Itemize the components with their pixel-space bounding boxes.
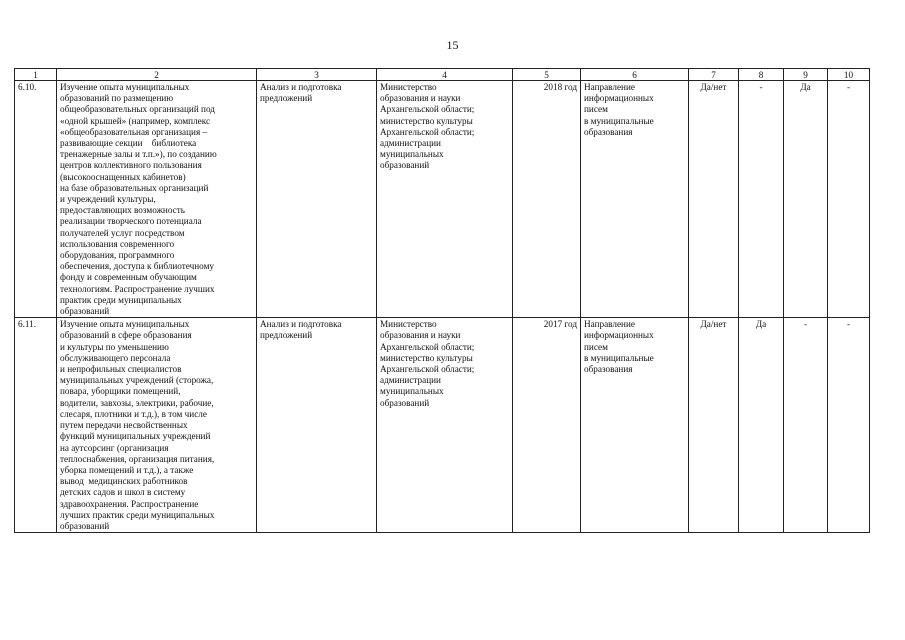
text-line: образований: [60, 306, 110, 317]
text-line: министерство культуры: [380, 352, 473, 363]
text-line: общеобразовательных организаций под: [60, 104, 215, 115]
item-year: 2018 год: [513, 81, 581, 318]
item-responsible: [377, 318, 513, 533]
text-line: реализации творческого потенциала: [60, 216, 202, 227]
header-cell: 1: [15, 69, 57, 81]
text-line: образований: [380, 397, 430, 408]
item-number: 6.11.: [15, 318, 57, 533]
text-line: «одной крышей» (например, комплекс: [60, 115, 211, 126]
text-line: образований: [60, 520, 110, 531]
text-line: водители, завхозы, электрики, рабочие,: [60, 397, 214, 408]
item-col8: Да: [739, 318, 784, 533]
item-result: [581, 318, 689, 533]
item-col9: Да: [784, 81, 828, 318]
item-col9: -: [784, 318, 828, 533]
text-line: тренажерные залы и т.п.»), по созданию: [60, 149, 217, 160]
text-line: детских садов и школ в систему: [60, 487, 186, 498]
text-line: здравоохранения. Распространение: [60, 498, 199, 509]
text-line: образований: [380, 160, 430, 171]
text-line: предложений: [260, 330, 313, 341]
item-col10: -: [828, 318, 870, 533]
item-description: [57, 318, 257, 533]
table-row: [15, 318, 870, 533]
text-line: на базе образовательных организаций: [60, 182, 209, 193]
item-activity: [257, 81, 377, 318]
text-line: получателей услуг посредством: [60, 227, 185, 238]
text-line: и непрофильных специалистов: [60, 364, 182, 375]
header-cell: 6: [581, 69, 689, 81]
text-line: Министерство: [380, 82, 437, 92]
text-line: министерство культуры: [380, 115, 473, 126]
page-number: 15: [446, 38, 459, 52]
text-line: на аутсорсинг (организация: [60, 442, 169, 453]
table-row: [15, 81, 870, 318]
header-cell: 2: [57, 69, 257, 81]
item-col8: -: [739, 81, 784, 318]
text-line: образований по размещению: [60, 93, 174, 104]
text-line: писем: [584, 341, 608, 352]
header-cell: 9: [784, 69, 828, 81]
text-line: вывод медицинских работников: [60, 476, 188, 487]
header-cell: 7: [689, 69, 739, 81]
text-line: муниципальных: [380, 386, 444, 397]
text-line: в муниципальные: [584, 352, 654, 363]
text-line: Направление: [584, 319, 635, 330]
item-col7: Да/нет: [689, 318, 739, 533]
item-col10: -: [828, 81, 870, 318]
text-line: повара, уборщики помещений,: [60, 386, 181, 397]
header-cell: 4: [377, 69, 513, 81]
table-header-row: [15, 69, 870, 81]
text-line: обслуживающего персонала: [60, 352, 171, 363]
text-line: оборудования, программного: [60, 250, 175, 261]
item-year: 2017 год: [513, 318, 581, 533]
text-line: администрации: [380, 375, 441, 386]
item-number: 6.10.: [15, 81, 57, 318]
text-line: Анализ и подготовка: [260, 82, 342, 92]
text-line: информационных: [584, 330, 654, 341]
text-line: «общеобразовательная организация –: [60, 126, 208, 137]
text-line: Министерство: [380, 319, 437, 330]
text-line: путем передачи несвойственных: [60, 420, 188, 431]
item-responsible: [377, 81, 513, 318]
text-line: предложений: [260, 93, 313, 104]
text-line: Изучение опыта муниципальных: [60, 319, 190, 330]
header-cell: 8: [739, 69, 784, 81]
text-line: и культуры по уменьшению: [60, 341, 169, 352]
text-line: в муниципальные: [584, 115, 654, 126]
text-line: (высокооснащенных кабинетов): [60, 171, 186, 182]
header-cell: 3: [257, 69, 377, 81]
text-line: Архангельской области;: [380, 126, 475, 137]
item-col7: Да/нет: [689, 81, 739, 318]
item-description: [57, 81, 257, 318]
text-line: Изучение опыта муниципальных: [60, 82, 190, 92]
text-line: Направление: [584, 82, 635, 92]
text-line: образования и науки: [380, 330, 461, 341]
text-line: слесаря, плотники и т.д.), в том числе: [60, 408, 207, 419]
text-line: администрации: [380, 138, 441, 149]
header-cell: 10: [828, 69, 870, 81]
header-cell: 5: [513, 69, 581, 81]
text-line: образования: [584, 126, 633, 137]
text-line: образования и науки: [380, 93, 461, 104]
text-line: образований в сфере образования: [60, 330, 192, 341]
text-line: образования: [584, 364, 633, 375]
text-line: Архангельской области;: [380, 341, 475, 352]
text-line: практик среди муниципальных: [60, 294, 182, 305]
text-line: теплоснабжения, организация питания,: [60, 453, 215, 464]
text-line: обеспечения, доступа к библиотечному: [60, 261, 215, 272]
item-activity: [257, 318, 377, 533]
text-line: Архангельской области;: [380, 364, 475, 375]
text-line: лучших практик среди муниципальных: [60, 509, 215, 520]
text-line: писем: [584, 104, 608, 115]
text-line: центров коллективного пользования: [60, 160, 202, 171]
text-line: функций муниципальных учреждений: [60, 431, 211, 442]
text-line: информационных: [584, 93, 654, 104]
plan-table: [14, 68, 870, 533]
text-line: использования современного: [60, 238, 175, 249]
text-line: фонду и современным обучающим: [60, 272, 197, 283]
text-line: предоставляющих возможность: [60, 205, 185, 216]
text-line: муниципальных: [380, 149, 444, 160]
text-line: и учреждений культуры,: [60, 194, 156, 205]
text-line: Архангельской области;: [380, 104, 475, 115]
text-line: Анализ и подготовка: [260, 319, 342, 330]
item-result: [581, 81, 689, 318]
text-line: развивающие секции библиотека: [60, 138, 197, 149]
text-line: технологиям. Распространение лучших: [60, 283, 215, 294]
text-line: уборка помещений и т.д.), а также: [60, 464, 194, 475]
text-line: муниципальных учреждений (сторожа,: [60, 375, 214, 386]
